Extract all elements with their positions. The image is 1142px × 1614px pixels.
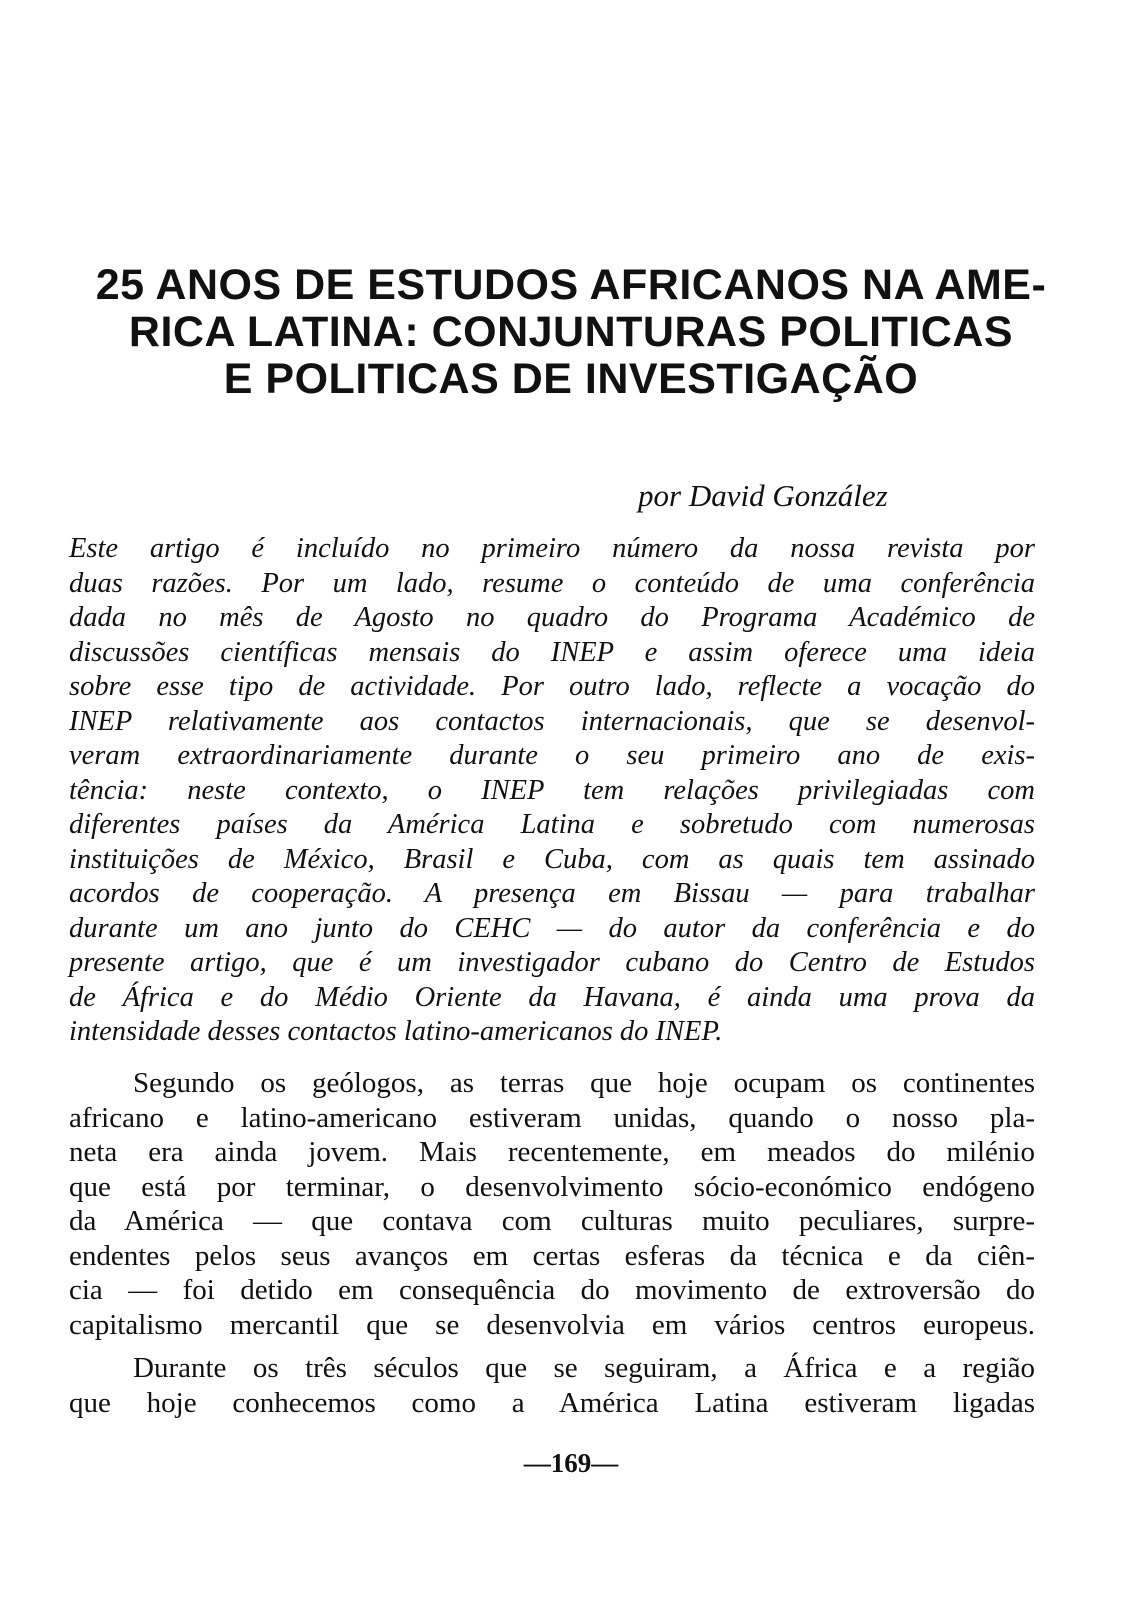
text-line: Segundo os geólogos, as terras que hoje ocupam os continentes bbox=[133, 1067, 1035, 1099]
title-line: 25 ANOS DE ESTUDOS AFRICANOS NA AME- bbox=[95, 261, 1047, 309]
text-line: africano e latino-americano estiveram unidas, quando o nosso pla- bbox=[69, 1101, 1035, 1134]
text-line: de África e do Médio Oriente da Havana, é ainda uma prova da bbox=[69, 981, 1035, 1013]
text-line: Durante os três séculos que se seguiram, a África e a região bbox=[133, 1352, 1035, 1384]
text-line: Este artigo é incluído no primeiro número da nossa revista por bbox=[69, 533, 1035, 564]
text-line: INEP relativamente aos contactos internacionais, que se desenvol- bbox=[69, 705, 1035, 737]
body-paragraph-2 bbox=[69, 1351, 1035, 1420]
text-line: veram extraordinariamente durante o seu primeiro ano de exis- bbox=[69, 740, 1035, 771]
text-line: intensidade desses contactos latino-americanos do INEP. bbox=[69, 1016, 723, 1047]
text-line: instituições de México, Brasil e Cuba, com as quais tem assinado bbox=[69, 843, 1035, 875]
text-line: duas razões. Por um lado, resume o conteúdo de uma conferência bbox=[69, 567, 1035, 599]
text-line: cia — foi detido em consequência do movimento de extroversão do bbox=[69, 1274, 1035, 1306]
title-line: RICA LATINA: CONJUNTURAS POLITICAS bbox=[128, 308, 1014, 356]
body-paragraph-1 bbox=[69, 1066, 1035, 1342]
text-line: endentes pelos seus avanços em certas esferas da técnica e da ciên- bbox=[69, 1239, 1035, 1272]
editorial-introduction bbox=[69, 532, 1035, 1050]
page-number: —169— bbox=[523, 1448, 619, 1478]
text-line: neta era ainda jovem. Mais recentemente, em meados do milénio bbox=[69, 1136, 1035, 1168]
text-line: que está por terminar, o desenvolvimento sócio-económico endógeno bbox=[69, 1170, 1035, 1203]
text-line: dada no mês de Agosto no quadro do Programa Académico de bbox=[69, 602, 1035, 633]
author-byline: por David González bbox=[638, 478, 888, 513]
text-line: que hoje conhecemos como a América Latina estiveram ligadas bbox=[69, 1386, 1035, 1419]
text-line: discussões científicas mensais do INEP e assim oferece uma ideia bbox=[69, 636, 1035, 668]
title-line: E POLITICAS DE INVESTIGAÇÃO bbox=[223, 355, 919, 403]
article-title bbox=[60, 262, 1082, 403]
text-line: durante um ano junto do CEHC — do autor da conferência e do bbox=[69, 912, 1035, 944]
text-line: tência: neste contexto, o INEP tem relações privilegiadas com bbox=[69, 774, 1035, 806]
text-line: sobre esse tipo de actividade. Por outro lado, reflecte a vocação do bbox=[69, 671, 1035, 702]
text-line: da América — que contava com culturas muito peculiares, surpre- bbox=[69, 1205, 1035, 1237]
text-line: diferentes países da América Latina e sobretudo com numerosas bbox=[69, 809, 1035, 840]
text-line: capitalismo mercantil que se desenvolvia em vários centros europeus. bbox=[69, 1308, 1035, 1341]
text-line: presente artigo, que é um investigador cubano do Centro de Estudos bbox=[69, 947, 1035, 978]
text-line: acordos de cooperação. A presença em Bissau — para trabalhar bbox=[69, 878, 1035, 909]
